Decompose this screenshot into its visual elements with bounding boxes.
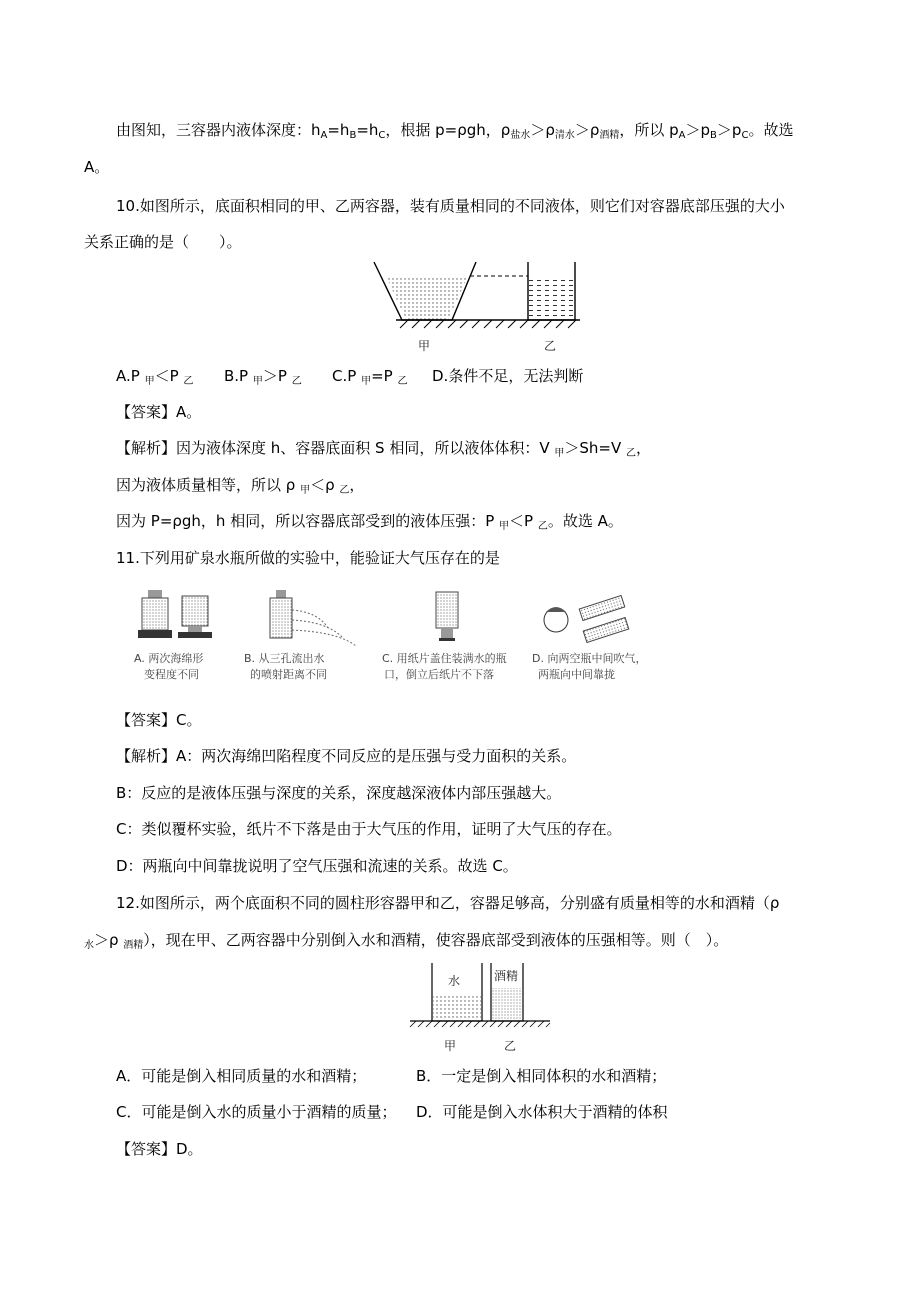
svg-text:的喷射距离不同: 的喷射距离不同 — [250, 668, 327, 681]
subscript: 酒精 — [599, 130, 620, 141]
q10-stem: 10.如图所示，底面积相同的甲、乙两容器，装有质量相同的不同液体，则它们对容器底部压强的大小 — [116, 197, 785, 215]
svg-text:D. 向两空瓶中间吹气，: D. 向两空瓶中间吹气， — [532, 652, 647, 665]
q10-option-b: B.P $_甲$＞P $_乙$ — [224, 367, 302, 387]
q10-option-c: C.P $_甲$=P $_乙$ — [332, 367, 408, 387]
svg-text:C. 用纸片盖住装满水的瓶: C. 用纸片盖住装满水的瓶 — [382, 652, 507, 665]
q12-option-b: B．一定是倒入相同体积的水和酒精； — [416, 1067, 667, 1085]
q12-option-c: C．可能是倒入水的质量小于酒精的质量； — [116, 1103, 397, 1121]
q9-explanation-line — [116, 120, 793, 146]
q10-explanation-1: 【解析】因为液体深度 h、容器底面积 S 相同，所以液体体积：V $_甲$＞Sh=V $_乙$， — [116, 439, 652, 459]
q10-explanation-2: 因为液体质量相等，所以 ρ $_甲$＜ρ $_乙$， — [116, 476, 365, 496]
figure-d-blowing — [544, 595, 629, 642]
subscript: C — [741, 130, 749, 141]
q12-option-a: A．可能是倒入相同质量的水和酒精； — [116, 1067, 367, 1085]
jia-water — [433, 995, 481, 1021]
text: ，所以 p — [619, 121, 679, 139]
svg-text:变程度不同: 变程度不同 — [144, 668, 199, 681]
yi-alcohol — [492, 988, 522, 1021]
text: 由图知，三容器内液体深度：h — [116, 121, 321, 139]
subscript: B — [349, 130, 357, 141]
text: ，根据 p=ρgh，ρ — [385, 121, 511, 139]
text: =h — [327, 121, 350, 139]
q12-option-d: D．可能是倒入水体积大于酒精的体积 — [416, 1103, 668, 1121]
q10-figure — [368, 258, 588, 358]
text: ＞ρ — [574, 121, 600, 139]
q12-stem-cont: $_水$＞ρ $_{酒精}$），现在甲、乙两容器中分别倒入水和酒精，使容器底部受到液体的压强相等。则（ ）。 — [84, 931, 729, 951]
q11-answer: 【答案】C。 — [116, 711, 202, 729]
q11-explanation-b: B：反应的是液体压强与深度的关系，深度越深液体内部压强越大。 — [116, 784, 562, 802]
q10-answer: 【答案】A。 — [116, 403, 202, 421]
subscript: A — [320, 130, 328, 141]
text: 。故选 — [748, 121, 794, 139]
subscript: B — [710, 130, 717, 141]
q11-explanation-c: C：类似覆杯实验，纸片不下落是由于大气压的作用，证明了大气压的存在。 — [116, 820, 622, 838]
q12-stem: 12.如图所示，两个底面积不同的圆柱形容器甲和乙，容器足够高，分别盛有质量相等的水和酒精（ρ — [116, 894, 780, 912]
q12-figure — [408, 960, 558, 1056]
q11-figure — [128, 582, 648, 692]
svg-text:甲: 甲 — [444, 1039, 457, 1053]
text: ＞p — [716, 121, 742, 139]
q11-stem: 11.下列用矿泉水瓶所做的实验中，能验证大气压存在的是 — [116, 549, 500, 567]
svg-text:酒精: 酒精 — [494, 969, 519, 983]
text: =h — [356, 121, 379, 139]
svg-text:乙: 乙 — [504, 1039, 517, 1053]
svg-text:水: 水 — [448, 974, 461, 988]
text: ＞ρ — [530, 121, 555, 139]
q12-answer: 【答案】D。 — [116, 1140, 203, 1158]
figure-a-bottles — [138, 590, 212, 638]
label-yi: 乙 — [544, 339, 557, 353]
q10-option-d: D.条件不足，无法判断 — [432, 367, 584, 385]
subscript: A — [678, 130, 686, 141]
label-jia: 甲 — [418, 339, 431, 353]
svg-text:口，倒立后纸片不下落: 口，倒立后纸片不下落 — [384, 668, 494, 681]
subscript: C — [378, 130, 386, 141]
subscript: 清水 — [554, 130, 575, 141]
q10-stem-cont: 关系正确的是（ ）。 — [84, 233, 242, 251]
svg-text:A. 两次海绵形: A. 两次海绵形 — [134, 652, 204, 665]
q11-explanation-a: 【解析】A：两次海绵凹陷程度不同反应的是压强与受力面积的关系。 — [116, 747, 577, 765]
q10-option-a: A.P $_甲$＜P $_乙$ — [116, 367, 194, 387]
figure-b-bottle — [270, 590, 356, 646]
svg-text:B. 从三孔流出水: B. 从三孔流出水 — [244, 652, 325, 665]
figure-c-bottle — [436, 592, 458, 641]
text: ＞p — [685, 121, 711, 139]
subscript: 盐水 — [510, 130, 531, 141]
q9-explanation-line-2: A。 — [84, 158, 110, 176]
q11-explanation-d: D：两瓶向中间靠拢说明了空气压强和流速的关系。故选 C。 — [116, 857, 518, 875]
q10-explanation-3: 因为 P=ρgh，h 相同，所以容器底部受到的液体压强：P $_甲$＜P $_乙$。故选 A。 — [116, 512, 623, 532]
container-yi-liquid — [529, 276, 574, 320]
svg-text:两瓶向中间靠拢: 两瓶向中间靠拢 — [538, 668, 615, 681]
